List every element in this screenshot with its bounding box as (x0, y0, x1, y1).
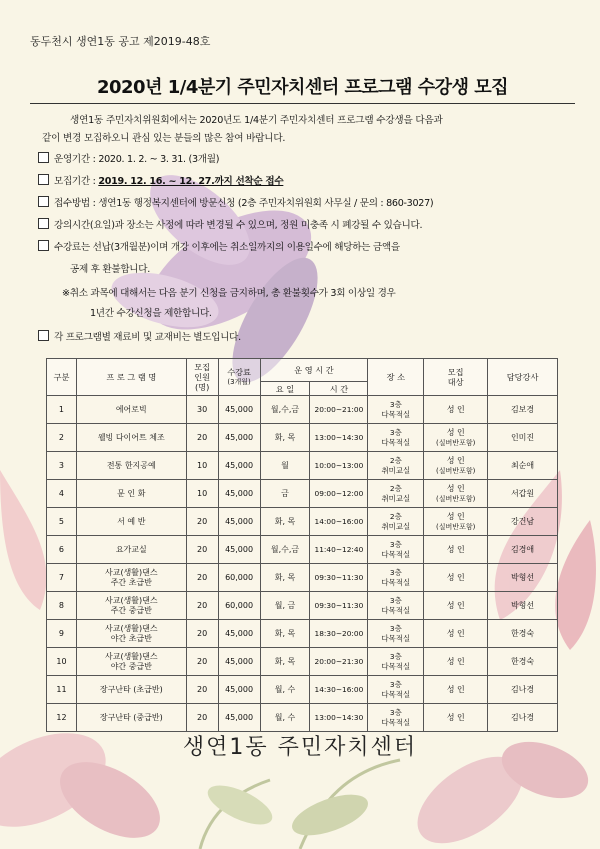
target-label: 성 인 (446, 511, 465, 521)
cell-program-name: 장구난타 (초급반) (76, 676, 186, 704)
cell-day: 화, 목 (260, 424, 310, 452)
cell-day: 금 (260, 480, 310, 508)
table-row (47, 564, 558, 592)
table-row (47, 648, 558, 676)
cell-time: 20:00~21:00 (310, 396, 368, 424)
cell-capacity: 10 (186, 452, 218, 480)
table-row (47, 396, 558, 424)
cell-target (424, 648, 488, 676)
cell-target (424, 704, 488, 732)
cell-program-name: 요가교실 (76, 536, 186, 564)
cell-program-name: 장구난타 (중급반) (76, 704, 186, 732)
cancel-text-1: ※취소 과목에 대해서는 다음 분기 신청을 금지하며, 총 환불횟수가 3회 이상일 경우 (62, 288, 396, 299)
cell-time: 20:00~21:30 (310, 648, 368, 676)
header-place: 장 소 (368, 359, 424, 396)
checkbox-icon (38, 218, 49, 229)
cell-place: 3층 다목적실 (368, 620, 424, 648)
cell-teacher: 김나경 (488, 704, 558, 732)
item-fee (38, 240, 400, 256)
cell-teacher: 김나경 (488, 676, 558, 704)
target-label: 성 인 (446, 712, 465, 722)
cell-time: 10:00~13:00 (310, 452, 368, 480)
cell-day: 화, 목 (260, 508, 310, 536)
cell-capacity: 20 (186, 648, 218, 676)
cell-target (424, 508, 488, 536)
cell-place: 3층 다목적실 (368, 676, 424, 704)
item-recruit (38, 174, 283, 190)
cell-time: 09:00~12:00 (310, 480, 368, 508)
cell-program-name: 웰빙 다이어트 체조 (76, 424, 186, 452)
cell-day: 월, 수 (260, 676, 310, 704)
header-day: 요 일 (260, 382, 310, 396)
fee-text-2: 공제 후 환불합니다. (70, 264, 150, 275)
cell-program-name: 사교(생활)댄스 주간 중급반 (76, 592, 186, 620)
cell-time: 09:30~11:30 (310, 564, 368, 592)
cell-teacher: 박형선 (488, 592, 558, 620)
cell-no: 11 (47, 676, 77, 704)
cell-target (424, 564, 488, 592)
header-name: 프 로 그 램 명 (76, 359, 186, 396)
apply-text: 접수방법 : 생연1동 행정복지센터에 방문신청 (2층 주민자치위원회 사무실 / 문의 : 860-3027) (54, 198, 434, 209)
cell-target (424, 480, 488, 508)
checkbox-icon (38, 174, 49, 185)
target-label: 성 인 (446, 628, 465, 638)
materials-text: 각 프로그램별 재료비 및 교재비는 별도입니다. (54, 332, 241, 343)
cell-day: 화, 목 (260, 620, 310, 648)
cell-fee: 45,000 (218, 676, 260, 704)
cell-day: 월, 수 (260, 704, 310, 732)
cell-program-name: 사교(생활)댄스 주간 초급반 (76, 564, 186, 592)
cell-target (424, 676, 488, 704)
fee-text-1: 수강료는 선납(3개월분)이며 개강 이후에는 취소일까지의 이용일수에 해당하는 금액을 (54, 242, 400, 253)
cell-teacher: 인미진 (488, 424, 558, 452)
header-no: 구분 (47, 359, 77, 396)
cell-place: 2층 취미교실 (368, 480, 424, 508)
header-fee (218, 359, 260, 396)
cell-place: 3층 다목적실 (368, 704, 424, 732)
cell-place: 2층 취미교실 (368, 452, 424, 480)
item-period (38, 152, 219, 168)
cell-no: 10 (47, 648, 77, 676)
cell-capacity: 20 (186, 508, 218, 536)
target-sub-label: (실버반포함) (436, 438, 476, 447)
table-body (47, 396, 558, 732)
checkbox-icon (38, 196, 49, 207)
target-sub-label: (실버반포함) (436, 466, 476, 475)
cell-no: 6 (47, 536, 77, 564)
cell-teacher: 최순애 (488, 452, 558, 480)
checkbox-icon (38, 330, 49, 341)
table-row (47, 676, 558, 704)
target-label: 성 인 (446, 483, 465, 493)
cell-teacher: 강건남 (488, 508, 558, 536)
cell-time: 13:00~14:30 (310, 424, 368, 452)
table-row (47, 536, 558, 564)
cell-fee: 45,000 (218, 396, 260, 424)
recruit-value: 2019. 12. 16. ~ 12. 27.까지 선착순 접수 (98, 176, 284, 187)
cell-teacher: 김경애 (488, 536, 558, 564)
header-fee-label: 수강료 (227, 367, 251, 377)
item-schedule (38, 218, 422, 234)
cell-fee: 45,000 (218, 480, 260, 508)
cell-place: 3층 다목적실 (368, 564, 424, 592)
header-op-time: 운 영 시 간 (260, 359, 368, 382)
cell-capacity: 20 (186, 592, 218, 620)
cell-fee: 45,000 (218, 536, 260, 564)
cell-program-name: 문 인 화 (76, 480, 186, 508)
cell-day: 월,수,금 (260, 536, 310, 564)
cell-capacity: 20 (186, 564, 218, 592)
cell-day: 월 (260, 452, 310, 480)
period-value: 2020. 1. 2. ~ 3. 31. (3개월) (98, 154, 220, 165)
cell-teacher: 한경숙 (488, 620, 558, 648)
cell-fee: 45,000 (218, 648, 260, 676)
cell-no: 4 (47, 480, 77, 508)
cell-teacher: 박형선 (488, 564, 558, 592)
cell-teacher: 김보경 (488, 396, 558, 424)
cell-no: 1 (47, 396, 77, 424)
header-teacher: 담당강사 (488, 359, 558, 396)
cell-capacity: 20 (186, 704, 218, 732)
cell-no: 8 (47, 592, 77, 620)
target-label: 성 인 (446, 544, 465, 554)
page-title: 2020년 1/4분기 주민자치센터 프로그램 수강생 모집 (96, 77, 509, 98)
cell-place: 2층 취미교실 (368, 508, 424, 536)
table-row (47, 592, 558, 620)
target-label: 성 인 (446, 600, 465, 610)
schedule-text: 강의시간(요일)과 장소는 사정에 따라 변경될 수 있으며, 정원 미충족 시 폐강될 수 있습니다. (54, 220, 423, 231)
cell-fee: 45,000 (218, 452, 260, 480)
intro-text (42, 112, 572, 148)
cell-place: 3층 다목적실 (368, 424, 424, 452)
title-divider (30, 103, 575, 104)
cell-fee: 45,000 (218, 620, 260, 648)
program-table (46, 358, 558, 732)
cell-day: 화, 목 (260, 648, 310, 676)
cell-day: 화, 목 (260, 564, 310, 592)
cell-day: 월,수,금 (260, 396, 310, 424)
cell-target (424, 424, 488, 452)
cell-place: 3층 다목적실 (368, 648, 424, 676)
target-label: 성 인 (446, 656, 465, 666)
cancel-text-2: 1년간 수강신청을 제한합니다. (90, 308, 212, 319)
target-sub-label: (실버반포함) (436, 494, 476, 503)
cell-no: 5 (47, 508, 77, 536)
target-label: 성 인 (446, 572, 465, 582)
table-row (47, 508, 558, 536)
cell-capacity: 30 (186, 396, 218, 424)
notice-number: 동두천시 생연1동 공고 제2019-48호 (30, 35, 211, 48)
table-row (47, 480, 558, 508)
header-capacity: 모집 인원 (명) (186, 359, 218, 396)
checkbox-icon (38, 240, 49, 251)
cell-program-name: 전통 한지공예 (76, 452, 186, 480)
checkbox-icon (38, 152, 49, 163)
cell-program-name: 에어로빅 (76, 396, 186, 424)
cell-time: 11:40~12:40 (310, 536, 368, 564)
cell-fee: 45,000 (218, 424, 260, 452)
cell-no: 2 (47, 424, 77, 452)
cell-teacher: 한경숙 (488, 648, 558, 676)
cell-target (424, 620, 488, 648)
cell-time: 09:30~11:30 (310, 592, 368, 620)
cell-fee: 60,000 (218, 564, 260, 592)
cell-program-name: 사교(생활)댄스 야간 초급반 (76, 620, 186, 648)
table-row (47, 704, 558, 732)
cell-no: 12 (47, 704, 77, 732)
intro-line-2: 같이 변경 모집하오니 관심 있는 분들의 많은 참여 바랍니다. (42, 133, 286, 144)
cell-target (424, 452, 488, 480)
cell-place: 3층 다목적실 (368, 396, 424, 424)
cell-program-name: 서 예 반 (76, 508, 186, 536)
header-time: 시 간 (310, 382, 368, 396)
header-target: 모집 대상 (424, 359, 488, 396)
cell-capacity: 20 (186, 620, 218, 648)
target-label: 성 인 (446, 684, 465, 694)
cell-time: 18:30~20:00 (310, 620, 368, 648)
cell-program-name: 사교(생활)댄스 야간 중급반 (76, 648, 186, 676)
target-label: 성 인 (446, 427, 465, 437)
cell-target (424, 592, 488, 620)
table-header-row (47, 359, 558, 382)
intro-line-1: 생연1동 주민자치위원회에서는 2020년도 1/4분기 주민자치센터 프로그램 수강생을 다음과 (70, 115, 443, 126)
cell-capacity: 20 (186, 536, 218, 564)
cell-no: 7 (47, 564, 77, 592)
target-label: 성 인 (446, 455, 465, 465)
cell-fee: 45,000 (218, 704, 260, 732)
cell-time: 13:00~14:30 (310, 704, 368, 732)
item-materials (38, 330, 241, 346)
cell-place: 3층 다목적실 (368, 592, 424, 620)
cell-time: 14:00~16:00 (310, 508, 368, 536)
item-apply (38, 196, 433, 212)
cell-no: 3 (47, 452, 77, 480)
cell-fee: 45,000 (218, 508, 260, 536)
header-fee-sub: (3개월) (227, 378, 251, 386)
cell-no: 9 (47, 620, 77, 648)
target-label: 성 인 (446, 404, 465, 414)
table-row (47, 620, 558, 648)
cell-target (424, 396, 488, 424)
cell-target (424, 536, 488, 564)
table-row (47, 452, 558, 480)
cell-capacity: 10 (186, 480, 218, 508)
cell-capacity: 20 (186, 676, 218, 704)
cell-time: 14:30~16:00 (310, 676, 368, 704)
cell-place: 3층 다목적실 (368, 536, 424, 564)
cell-teacher: 서갑원 (488, 480, 558, 508)
footer-org: 생연1동 주민자치센터 (182, 735, 418, 760)
cell-day: 월, 금 (260, 592, 310, 620)
cell-fee: 60,000 (218, 592, 260, 620)
target-sub-label: (실버반포함) (436, 522, 476, 531)
table-row (47, 424, 558, 452)
cell-capacity: 20 (186, 424, 218, 452)
period-label: 운영기간 : (54, 154, 96, 165)
recruit-label: 모집기간 : (54, 176, 96, 187)
